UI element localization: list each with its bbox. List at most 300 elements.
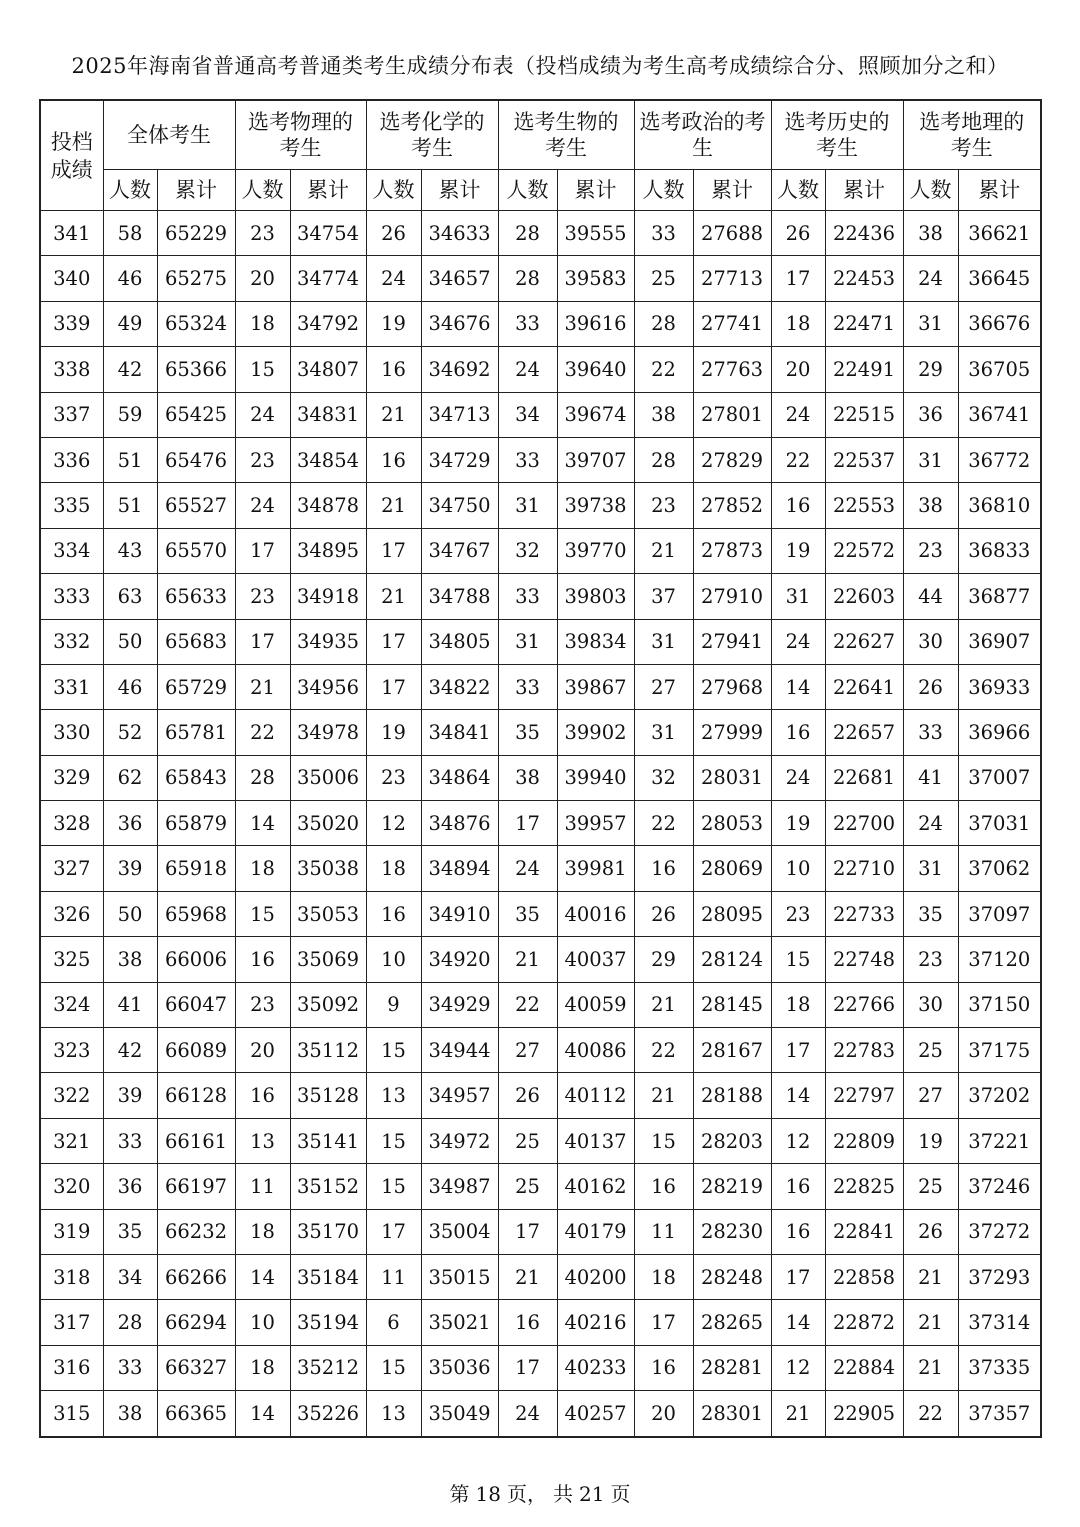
count-cell: 22 (498, 982, 557, 1027)
cumulative-cell: 22471 (825, 301, 903, 346)
count-cell: 23 (235, 574, 290, 619)
count-cell: 46 (103, 664, 157, 709)
count-cell: 24 (771, 619, 825, 664)
cumulative-cell: 40162 (557, 1164, 634, 1209)
count-cell: 38 (103, 1391, 157, 1437)
cumulative-cell: 36676 (958, 301, 1041, 346)
count-cell: 43 (103, 528, 157, 573)
table-body (40, 211, 1041, 1437)
cumulative-cell: 65683 (157, 619, 235, 664)
score-cell: 327 (40, 846, 103, 891)
count-cell: 32 (634, 755, 693, 800)
cumulative-cell: 36877 (958, 574, 1041, 619)
cumulative-cell: 22681 (825, 755, 903, 800)
group-header-all: 全体考生 (103, 100, 235, 170)
cumulative-cell: 39867 (557, 664, 634, 709)
cumulative-cell: 39583 (557, 256, 634, 301)
cumulative-cell: 66128 (157, 1073, 235, 1118)
cumulative-cell: 28248 (693, 1254, 771, 1299)
count-cell: 22 (634, 347, 693, 392)
cumulative-cell: 39707 (557, 437, 634, 482)
cumulative-cell: 40216 (557, 1300, 634, 1345)
score-cell: 329 (40, 755, 103, 800)
count-cell: 6 (366, 1300, 421, 1345)
table-row (40, 664, 1041, 709)
count-header: 人数 (634, 170, 693, 211)
count-cell: 17 (771, 1028, 825, 1073)
count-cell: 17 (366, 664, 421, 709)
count-cell: 30 (903, 982, 958, 1027)
group-header-chemistry: 选考化学的考生 (366, 100, 498, 170)
count-cell: 38 (903, 211, 958, 256)
cumulative-cell: 34774 (290, 256, 366, 301)
count-cell: 13 (366, 1391, 421, 1437)
count-cell: 24 (903, 256, 958, 301)
cumulative-cell: 34692 (421, 347, 498, 392)
count-cell: 19 (366, 710, 421, 755)
cumulative-cell: 27968 (693, 664, 771, 709)
cumulative-cell: 35069 (290, 937, 366, 982)
count-cell: 17 (498, 1345, 557, 1390)
count-cell: 20 (235, 256, 290, 301)
cumulative-cell: 37175 (958, 1028, 1041, 1073)
cumulative-cell: 35036 (421, 1345, 498, 1390)
score-cell: 320 (40, 1164, 103, 1209)
count-cell: 16 (235, 1073, 290, 1118)
score-cell: 341 (40, 211, 103, 256)
count-cell: 25 (634, 256, 693, 301)
cumulative-cell: 37221 (958, 1118, 1041, 1163)
count-cell: 21 (634, 528, 693, 573)
cumulative-cell: 35141 (290, 1118, 366, 1163)
cumulative-cell: 22491 (825, 347, 903, 392)
cumulative-cell: 35004 (421, 1209, 498, 1254)
cumulative-cell: 34633 (421, 211, 498, 256)
count-cell: 27 (634, 664, 693, 709)
cumulative-cell: 34972 (421, 1118, 498, 1163)
cumulative-cell: 65968 (157, 891, 235, 936)
count-cell: 25 (498, 1118, 557, 1163)
count-cell: 24 (903, 801, 958, 846)
cumulative-cell: 34978 (290, 710, 366, 755)
cumulative-cell: 65366 (157, 347, 235, 392)
count-cell: 46 (103, 256, 157, 301)
cumulative-cell: 35015 (421, 1254, 498, 1299)
cumulative-cell: 35184 (290, 1254, 366, 1299)
count-cell: 41 (103, 982, 157, 1027)
count-cell: 16 (771, 483, 825, 528)
count-cell: 24 (235, 392, 290, 437)
count-cell: 24 (235, 483, 290, 528)
count-cell: 15 (235, 347, 290, 392)
cumulative-cell: 40257 (557, 1391, 634, 1437)
cumulative-cell: 28265 (693, 1300, 771, 1345)
cumulative-cell: 39834 (557, 619, 634, 664)
cumulative-cell: 36741 (958, 392, 1041, 437)
count-cell: 21 (366, 392, 421, 437)
score-cell: 325 (40, 937, 103, 982)
count-cell: 35 (498, 710, 557, 755)
count-cell: 38 (903, 483, 958, 528)
count-cell: 22 (235, 710, 290, 755)
table-row (40, 483, 1041, 528)
count-cell: 29 (634, 937, 693, 982)
cumulative-cell: 36966 (958, 710, 1041, 755)
count-cell: 28 (634, 301, 693, 346)
count-cell: 28 (634, 437, 693, 482)
score-cell: 330 (40, 710, 103, 755)
count-cell: 17 (235, 619, 290, 664)
count-cell: 15 (366, 1118, 421, 1163)
count-cell: 28 (103, 1300, 157, 1345)
table-row (40, 891, 1041, 936)
count-cell: 24 (771, 392, 825, 437)
cumulative-cell: 37120 (958, 937, 1041, 982)
page-unit: 页， (507, 1482, 547, 1506)
count-header: 人数 (903, 170, 958, 211)
table-row (40, 1209, 1041, 1254)
cumulative-header: 累计 (290, 170, 366, 211)
score-cell: 340 (40, 256, 103, 301)
count-header: 人数 (103, 170, 157, 211)
count-cell: 18 (235, 1209, 290, 1254)
count-cell: 14 (771, 1073, 825, 1118)
count-header: 人数 (366, 170, 421, 211)
cumulative-header: 累计 (157, 170, 235, 211)
table-row (40, 619, 1041, 664)
table-row (40, 846, 1041, 891)
cumulative-cell: 28053 (693, 801, 771, 846)
count-cell: 16 (634, 1345, 693, 1390)
cumulative-cell: 34831 (290, 392, 366, 437)
count-cell: 31 (498, 619, 557, 664)
count-cell: 23 (771, 891, 825, 936)
cumulative-cell: 27763 (693, 347, 771, 392)
count-cell: 36 (103, 801, 157, 846)
cumulative-cell: 66047 (157, 982, 235, 1027)
count-cell: 25 (498, 1164, 557, 1209)
cumulative-cell: 28124 (693, 937, 771, 982)
cumulative-cell: 34822 (421, 664, 498, 709)
cumulative-cell: 34918 (290, 574, 366, 619)
cumulative-cell: 34841 (421, 710, 498, 755)
cumulative-cell: 66232 (157, 1209, 235, 1254)
total-prefix: 共 (553, 1482, 573, 1506)
table-row (40, 1254, 1041, 1299)
cumulative-cell: 22783 (825, 1028, 903, 1073)
cumulative-cell: 35038 (290, 846, 366, 891)
cumulative-cell: 35020 (290, 801, 366, 846)
count-cell: 51 (103, 437, 157, 482)
cumulative-cell: 28219 (693, 1164, 771, 1209)
count-cell: 33 (498, 664, 557, 709)
count-cell: 62 (103, 755, 157, 800)
count-cell: 21 (366, 483, 421, 528)
count-cell: 17 (235, 528, 290, 573)
cumulative-cell: 36833 (958, 528, 1041, 573)
cumulative-cell: 22884 (825, 1345, 903, 1390)
score-cell: 316 (40, 1345, 103, 1390)
cumulative-cell: 22627 (825, 619, 903, 664)
count-cell: 23 (235, 982, 290, 1027)
cumulative-cell: 27910 (693, 574, 771, 619)
table-row (40, 710, 1041, 755)
count-cell: 11 (634, 1209, 693, 1254)
cumulative-cell: 28188 (693, 1073, 771, 1118)
cumulative-cell: 27801 (693, 392, 771, 437)
count-cell: 17 (366, 1209, 421, 1254)
count-cell: 26 (903, 1209, 958, 1254)
cumulative-cell: 27852 (693, 483, 771, 528)
cumulative-cell: 65527 (157, 483, 235, 528)
cumulative-cell: 39674 (557, 392, 634, 437)
page-title: 2025年海南省普通高考普通类考生成绩分布表（投档成绩为考生高考成绩综合分、照顾加分之和） (71, 54, 1009, 78)
cumulative-cell: 65570 (157, 528, 235, 573)
cumulative-cell: 22766 (825, 982, 903, 1027)
count-cell: 17 (771, 256, 825, 301)
count-cell: 18 (771, 301, 825, 346)
cumulative-cell: 22515 (825, 392, 903, 437)
count-cell: 24 (498, 846, 557, 891)
cumulative-cell: 39803 (557, 574, 634, 619)
count-cell: 16 (771, 1209, 825, 1254)
count-cell: 30 (903, 619, 958, 664)
cumulative-cell: 34805 (421, 619, 498, 664)
cumulative-cell: 37097 (958, 891, 1041, 936)
count-cell: 15 (366, 1345, 421, 1390)
cumulative-cell: 39902 (557, 710, 634, 755)
count-cell: 17 (771, 1254, 825, 1299)
cumulative-cell: 35021 (421, 1300, 498, 1345)
score-column-header: 投档成绩 (40, 100, 103, 211)
score-cell: 333 (40, 574, 103, 619)
count-cell: 50 (103, 891, 157, 936)
count-cell: 10 (771, 846, 825, 891)
score-cell: 331 (40, 664, 103, 709)
count-cell: 23 (366, 755, 421, 800)
cumulative-cell: 65843 (157, 755, 235, 800)
count-cell: 33 (103, 1118, 157, 1163)
count-cell: 33 (498, 437, 557, 482)
cumulative-cell: 28281 (693, 1345, 771, 1390)
score-cell: 335 (40, 483, 103, 528)
score-cell: 319 (40, 1209, 103, 1254)
count-cell: 23 (903, 528, 958, 573)
cumulative-cell: 34944 (421, 1028, 498, 1073)
cumulative-cell: 35006 (290, 755, 366, 800)
cumulative-cell: 22436 (825, 211, 903, 256)
table-row (40, 1118, 1041, 1163)
cumulative-cell: 34792 (290, 301, 366, 346)
cumulative-cell: 27741 (693, 301, 771, 346)
table-row (40, 1028, 1041, 1073)
count-cell: 16 (498, 1300, 557, 1345)
count-cell: 12 (771, 1345, 825, 1390)
count-cell: 39 (103, 846, 157, 891)
count-header: 人数 (235, 170, 290, 211)
cumulative-cell: 34767 (421, 528, 498, 573)
cumulative-cell: 35170 (290, 1209, 366, 1254)
count-cell: 50 (103, 619, 157, 664)
count-cell: 18 (366, 846, 421, 891)
cumulative-cell: 36645 (958, 256, 1041, 301)
count-cell: 11 (235, 1164, 290, 1209)
count-cell: 63 (103, 574, 157, 619)
score-cell: 337 (40, 392, 103, 437)
cumulative-cell: 28230 (693, 1209, 771, 1254)
count-cell: 14 (771, 664, 825, 709)
cumulative-cell: 36621 (958, 211, 1041, 256)
count-cell: 39 (103, 1073, 157, 1118)
count-cell: 21 (498, 937, 557, 982)
cumulative-cell: 35092 (290, 982, 366, 1027)
count-cell: 49 (103, 301, 157, 346)
page-prefix: 第 (449, 1482, 470, 1506)
cumulative-cell: 40059 (557, 982, 634, 1027)
table-row (40, 1300, 1041, 1345)
count-cell: 21 (903, 1345, 958, 1390)
cumulative-cell: 28145 (693, 982, 771, 1027)
cumulative-cell: 28031 (693, 755, 771, 800)
cumulative-cell: 34957 (421, 1073, 498, 1118)
cumulative-cell: 34788 (421, 574, 498, 619)
count-cell: 11 (366, 1254, 421, 1299)
count-cell: 20 (771, 347, 825, 392)
cumulative-cell: 34987 (421, 1164, 498, 1209)
cumulative-cell: 37246 (958, 1164, 1041, 1209)
cumulative-cell: 34657 (421, 256, 498, 301)
total-unit: 页 (610, 1482, 631, 1506)
count-cell: 33 (498, 574, 557, 619)
cumulative-cell: 40112 (557, 1073, 634, 1118)
cumulative-cell: 27873 (693, 528, 771, 573)
cumulative-cell: 40016 (557, 891, 634, 936)
cumulative-cell: 37335 (958, 1345, 1041, 1390)
count-cell: 24 (366, 256, 421, 301)
count-cell: 10 (366, 937, 421, 982)
cumulative-cell: 66089 (157, 1028, 235, 1073)
count-cell: 33 (103, 1345, 157, 1390)
count-cell: 15 (366, 1164, 421, 1209)
count-cell: 31 (903, 437, 958, 482)
cumulative-cell: 39770 (557, 528, 634, 573)
count-cell: 23 (235, 211, 290, 256)
cumulative-cell: 28095 (693, 891, 771, 936)
count-cell: 17 (366, 619, 421, 664)
count-cell: 13 (235, 1118, 290, 1163)
count-cell: 16 (366, 437, 421, 482)
cumulative-cell: 22809 (825, 1118, 903, 1163)
cumulative-cell: 34878 (290, 483, 366, 528)
subheader-row (40, 170, 1041, 211)
cumulative-cell: 66266 (157, 1254, 235, 1299)
page-footer (0, 1478, 1080, 1507)
table-row (40, 1073, 1041, 1118)
cumulative-cell: 22872 (825, 1300, 903, 1345)
count-cell: 18 (235, 1345, 290, 1390)
cumulative-header: 累计 (557, 170, 634, 211)
cumulative-cell: 22748 (825, 937, 903, 982)
cumulative-cell: 65781 (157, 710, 235, 755)
count-cell: 21 (634, 982, 693, 1027)
count-cell: 23 (903, 937, 958, 982)
count-cell: 19 (366, 301, 421, 346)
table-row (40, 1391, 1041, 1437)
cumulative-cell: 34935 (290, 619, 366, 664)
count-cell: 17 (634, 1300, 693, 1345)
count-cell: 36 (103, 1164, 157, 1209)
cumulative-cell: 22733 (825, 891, 903, 936)
cumulative-cell: 66294 (157, 1300, 235, 1345)
cumulative-cell: 40233 (557, 1345, 634, 1390)
cumulative-cell: 22841 (825, 1209, 903, 1254)
cumulative-cell: 27688 (693, 211, 771, 256)
count-cell: 33 (498, 301, 557, 346)
count-cell: 10 (235, 1300, 290, 1345)
cumulative-cell: 22572 (825, 528, 903, 573)
count-cell: 31 (634, 710, 693, 755)
count-cell: 20 (235, 1028, 290, 1073)
table-row (40, 574, 1041, 619)
cumulative-cell: 36907 (958, 619, 1041, 664)
count-cell: 16 (235, 937, 290, 982)
score-cell: 336 (40, 437, 103, 482)
cumulative-cell: 40086 (557, 1028, 634, 1073)
count-cell: 41 (903, 755, 958, 800)
score-cell: 317 (40, 1300, 103, 1345)
score-cell: 321 (40, 1118, 103, 1163)
cumulative-cell: 35226 (290, 1391, 366, 1437)
count-cell: 9 (366, 982, 421, 1027)
table-row (40, 982, 1041, 1027)
cumulative-cell: 22641 (825, 664, 903, 709)
cumulative-header: 累计 (421, 170, 498, 211)
count-cell: 58 (103, 211, 157, 256)
cumulative-cell: 37007 (958, 755, 1041, 800)
cumulative-cell: 39940 (557, 755, 634, 800)
count-cell: 31 (634, 619, 693, 664)
count-cell: 36 (903, 392, 958, 437)
count-cell: 19 (771, 801, 825, 846)
count-cell: 27 (498, 1028, 557, 1073)
count-cell: 22 (903, 1391, 958, 1437)
cumulative-cell: 22700 (825, 801, 903, 846)
table-row (40, 256, 1041, 301)
count-cell: 22 (634, 1028, 693, 1073)
cumulative-cell: 65729 (157, 664, 235, 709)
score-cell: 339 (40, 301, 103, 346)
count-cell: 34 (103, 1254, 157, 1299)
count-cell: 17 (498, 801, 557, 846)
count-cell: 28 (235, 755, 290, 800)
cumulative-cell: 34854 (290, 437, 366, 482)
cumulative-cell: 65918 (157, 846, 235, 891)
score-cell: 334 (40, 528, 103, 573)
cumulative-cell: 36810 (958, 483, 1041, 528)
cumulative-cell: 28301 (693, 1391, 771, 1437)
cumulative-cell: 39640 (557, 347, 634, 392)
count-cell: 23 (235, 437, 290, 482)
cumulative-cell: 66327 (157, 1345, 235, 1390)
cumulative-cell: 37062 (958, 846, 1041, 891)
count-cell: 16 (366, 891, 421, 936)
cumulative-cell: 27713 (693, 256, 771, 301)
total-pages: 21 (579, 1482, 605, 1506)
cumulative-cell: 37150 (958, 982, 1041, 1027)
count-cell: 17 (366, 528, 421, 573)
cumulative-cell: 35194 (290, 1300, 366, 1345)
cumulative-cell: 39957 (557, 801, 634, 846)
